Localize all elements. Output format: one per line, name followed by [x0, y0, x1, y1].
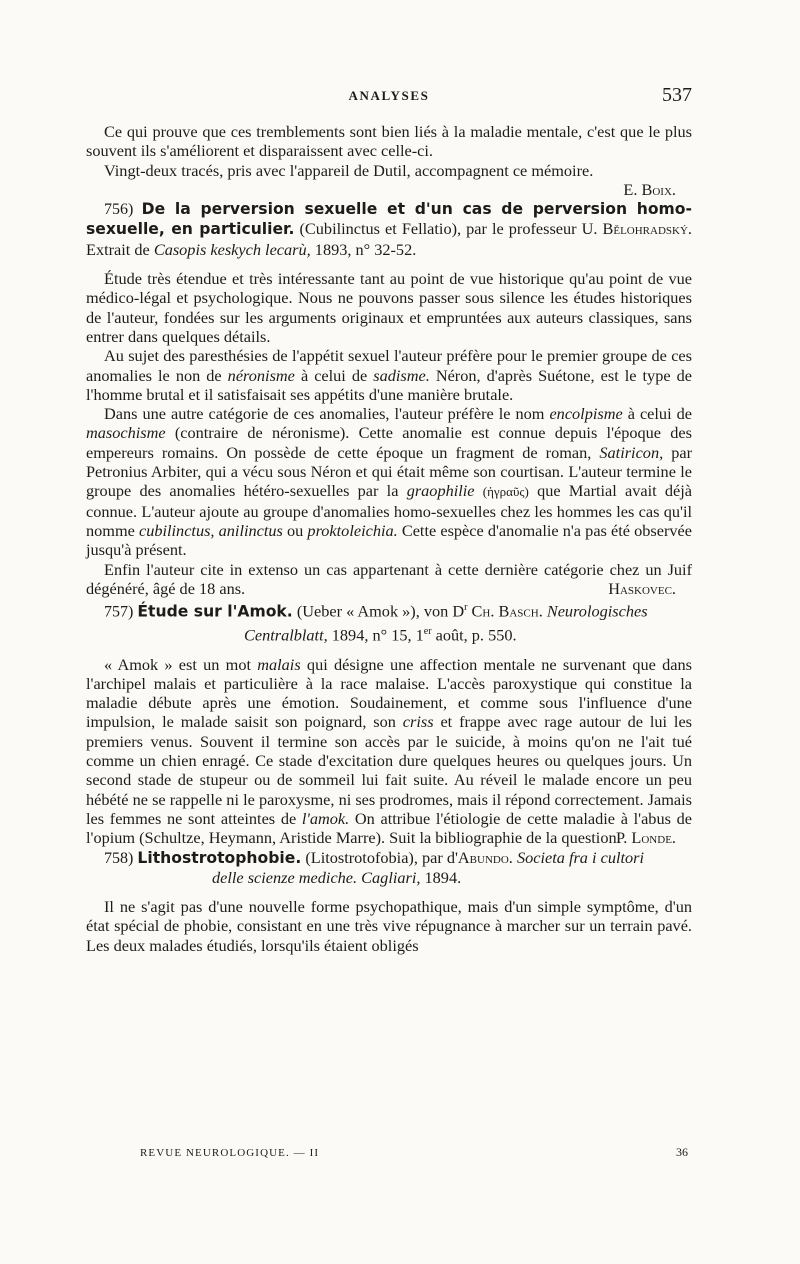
- entry-number: 758): [104, 849, 134, 867]
- entry-757-heading: 757) Étude sur l'Amok. (Ueber « Amok »), von $D^r$ Ch. Basch. Neurologisches Centralblatt, 1894, n° 15, 1er août, p. 550.: [104, 601, 648, 645]
- journal-name: Societa fra i cultori: [516, 847, 645, 867]
- signature-londe: P. Londe.: [616, 828, 676, 848]
- entry-756-paragraph: Dans une autre catégorie de ces anomalies, l'auteur préfère le nom encolpisme à celui de masochisme (contraire de néronisme). Cette anomalie est connue depuis l'époque des empereurs romains. On possède de cette époque un fragment de roman, Satiricon, par Petronius Arbiter, qui a vécu sous Néron et qui était même son courtisan. L'auteur termine le groupe des anomalies hétéro-sexuelles par la graophilie (ἡγραῦς) que Martial avait déjà connue. L'auteur ajoute au groupe d'anomalies homo-sexuelles chez les hommes les cas qu'il nomme cubilinctus, anilinctus ou proktoleichia. Cette espèce d'anomalie n'a pas été observée jusqu'à présent.: [86, 404, 693, 560]
- intro-paragraph: Vingt-deux tracés, pris avec l'appareil de Dutil, accompagnent ce mémoire.: [104, 160, 594, 180]
- journal-name: Casopis keskych lecarù,: [153, 239, 311, 259]
- entry-756-heading: 756) De la perversion sexuelle et d'un cas de perversion homo- sexuelle, en particulier. (Cubilinctus et Fellatio), par le professeur U. Bělohradský. Extrait de Casopis keskych lecarù, 1893, n° 32-52.: [86, 200, 692, 259]
- entry-number: 756): [104, 201, 134, 219]
- signature-mark: 36: [676, 1145, 688, 1159]
- signature-boix: E. Boix.: [623, 179, 676, 199]
- entry-756-paragraph: Étude très étendue et très intéressante tant au point de vue historique qu'au point de vue médico-légal et psychologique. Nous ne pouvons passer sous silence les études historiques de l'auteur, fondées sur les arguments originaux et empruntées aux auteurs classiques, sans entrer dans quelques détails.: [86, 269, 692, 346]
- entry-title: Lithostrotophobie.: [137, 848, 302, 867]
- entry-756-paragraph: Enfin l'auteur cite in extenso un cas appartenant à cette dernière catégorie chez un Juif dégénéré, âgé de 18 ans. Haskovec.: [86, 559, 692, 598]
- author-name: Abundo.: [457, 847, 513, 867]
- entry-756-paragraph: Au sujet des paresthésies de l'appétit sexuel l'auteur préfère pour le premier groupe de ces anomalies le non de néronisme à celui de sadisme. Néron, d'après Suétone, est le type de l'homme brutal et il satisfaisait ses appétits d'une manière brutale.: [86, 346, 692, 404]
- entry-title: Étude sur l'Amok.: [137, 602, 293, 621]
- journal-name: delle scienze mediche. Cagliari,: [212, 867, 421, 887]
- page-footer: [140, 1145, 692, 1163]
- author-name: U. Bělohradský.: [581, 219, 692, 239]
- running-title: ANALYSES: [348, 88, 430, 103]
- entry-758-heading: 758) Lithostrotophobie. (Litostrotofobia), par d'Abundo. Societa fra i cultori delle scienze mediche. Cagliari, 1894.: [104, 847, 645, 887]
- entry-title: De la perversion sexuelle et d'un cas de perversion homo-: [141, 200, 692, 219]
- entry-title-continued: sexuelle, en particulier.: [86, 220, 295, 239]
- signature-haskovec: Haskovec.: [608, 578, 676, 598]
- journal-name: Centralblatt,: [244, 625, 328, 645]
- entry-758-paragraph: Il ne s'agit pas d'une nouvelle forme psychopathique, mais d'un simple symptôme, d'un état spécial de phobie, consistant en une très vive répugnance à marcher sur un terrain pavé. Les deux malades étudiés, lorsqu'ils étaient obligés: [86, 897, 692, 955]
- entry-number: 757): [104, 603, 134, 621]
- article-body: [86, 122, 692, 955]
- page-header: [86, 84, 692, 112]
- journal-footer: REVUE NEUROLOGIQUE. — II: [140, 1147, 320, 1159]
- page-number: 537: [662, 84, 692, 106]
- author-name: Ch. Basch.: [471, 601, 543, 621]
- entry-757-paragraph: « Amok » est un mot malais qui désigne une affection mentale ne survenant que dans l'archipel malais et particulière à la race malaise. L'accès paroxystique qui constitue la maladie débute après une émotion. Soudainement, et comme sous l'influence d'une impulsion, le malade saisit son poignard, son criss et frappe avec rage autour de lui les premiers venus. Souvent il termine son accès par le suicide, à moins qu'on ne l'ait tué comme un chien enragé. Ce stade d'excitation dure quelques heures ou quelques jours. Un second stade de stupeur ou de sommeil lui fait suite. Au réveil le malade encore un peu hébété ne se rappelle ni le paroxysme, ni ses prodromes, mais il répond correctement. Jamais les femmes ne sont atteintes de l'amok. On attribue l'étiologie de cette maladie à l'abus de l'opium (Schultze, Heymann, Aristide Marre). Suit la bibliographie de la question. P. Londe.: [86, 654, 693, 848]
- journal-name: Neurologisches: [546, 601, 648, 621]
- intro-paragraph: Ce qui prouve que ces tremblements sont bien liés à la maladie mentale, c'est que le plus souvent ils s'améliorent et disparaissent avec celle-ci.: [86, 122, 692, 161]
